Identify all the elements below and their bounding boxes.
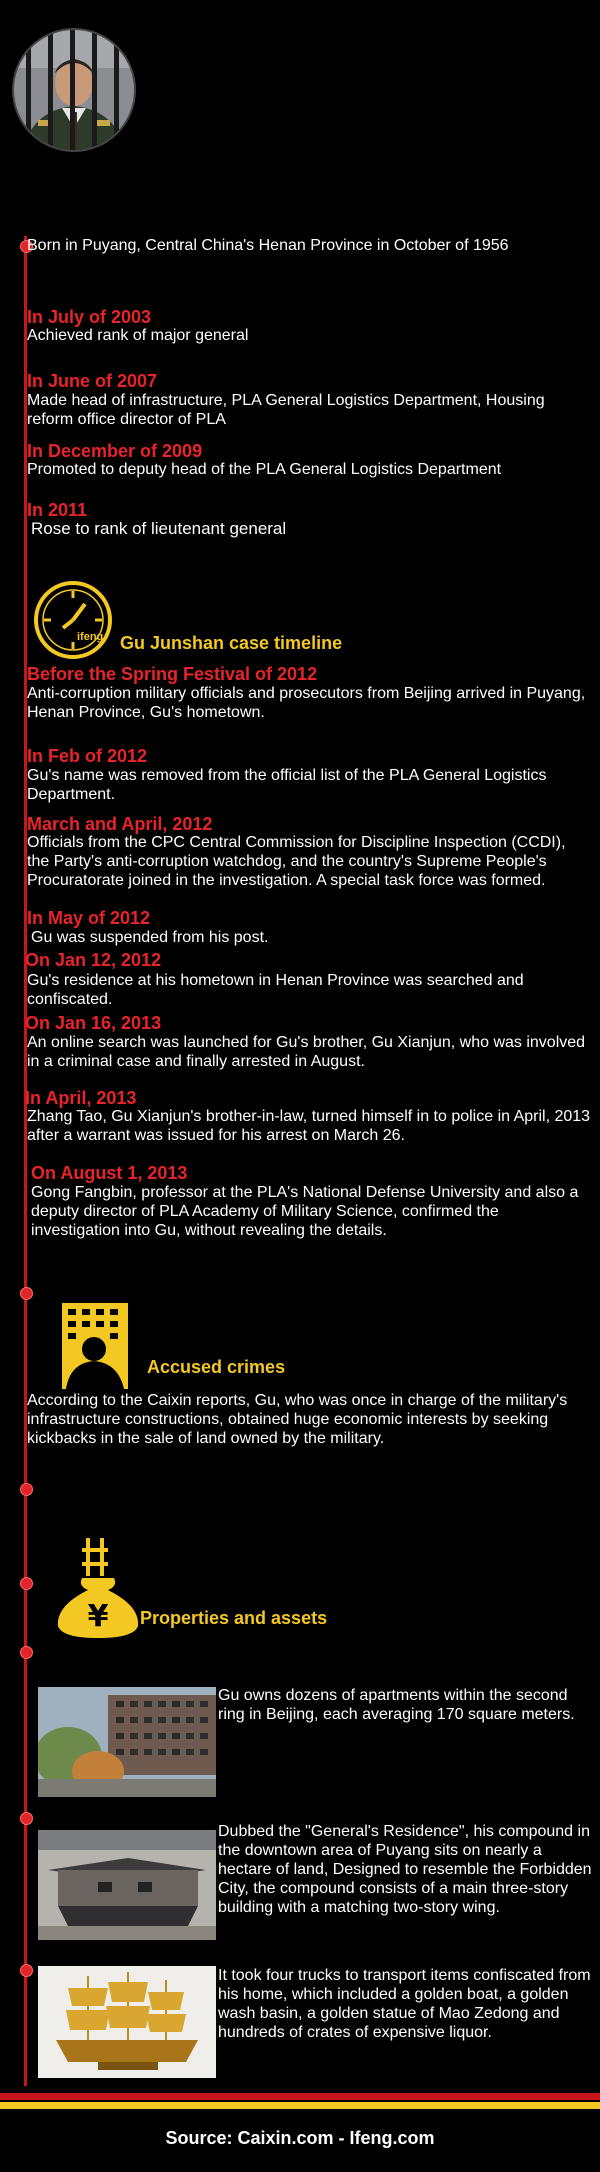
case-text: Gong Fangbin, professor at the PLA's National Defense University and also a deputy director of PLA Academy of Military Science, confirmed the investigation into Gu, without revealing the details. (31, 1184, 579, 1239)
asset-text: Gu owns dozens of apartments within the second ring in Beijing, each averaging 170 square meters. (218, 1687, 575, 1723)
case-text: Gu's name was removed from the official list of the PLA General Logistics Department. (27, 767, 547, 803)
bio-text: Achieved rank of major general (27, 327, 249, 344)
assets-title: Properties and assets (140, 1608, 328, 1628)
case-date: In May of 2012 (27, 908, 151, 928)
bio-text: Made head of infrastructure, PLA General Logistics Department, Housing reform office director of PLA (27, 392, 545, 428)
building-figure-icon (48, 1297, 138, 1389)
timeline-dot (20, 1287, 33, 1300)
bio-text: Rose to rank of lieutenant general (31, 519, 287, 538)
footer-stripe-yellow (0, 2102, 600, 2109)
case-date: On Jan 12, 2012 (25, 950, 162, 970)
asset-photo-compound (38, 1830, 216, 1940)
bio-text: Promoted to deputy head of the PLA General Logistics Department (27, 461, 502, 478)
timeline-dot (20, 1812, 33, 1825)
asset-text: Dubbed the "General's Residence", his compound in the downtown area of Puyang sits on nearly a hectare of land, Designed to resemble the Forbidden City, the compound consists of a main three-story building with a matching two-story wing. (218, 1823, 592, 1916)
bio-date: In July of 2003 (27, 307, 152, 327)
yen-symbol: ¥ (87, 1599, 109, 1634)
case-date: On August 1, 2013 (31, 1163, 188, 1183)
case-text: Zhang Tao, Gu Xianjun's brother-in-law, turned himself in to police in April, 2013 after a warrant was issued for his arrest on March 26. (27, 1108, 591, 1144)
case-text: An online search was launched for Gu's brother, Gu Xianjun, who was involved in a criminal case and finally arrested in August. (27, 1034, 586, 1070)
clock-label: ifeng (77, 631, 104, 643)
timeline-dot (20, 1964, 33, 1977)
case-text: Officials from the CPC Central Commission for Discipline Inspection (CCDI), the Party's anti-corruption watchdog, and the country's Supreme People's Procuratorate joined in the investigation. A special task force was formed. (27, 834, 566, 889)
source-credit: Source: Caixin.com - Ifeng.com (165, 2128, 435, 2148)
timeline-dot (20, 1646, 33, 1659)
case-date: Before the Spring Festival of 2012 (27, 664, 318, 684)
case-text: Gu was suspended from his post. (31, 929, 269, 946)
case-text: Anti-corruption military officials and prosecutors from Beijing arrived in Puyang, Henan Province, Gu's hometown. (27, 685, 586, 721)
portrait-behind-bars (12, 28, 136, 152)
clock-icon (33, 580, 113, 660)
asset-photo-golden-boat (38, 1966, 216, 2078)
crimes-text: According to the Caixin reports, Gu, who was once in charge of the military's infrastructure constructions, obtained huge economic interests by seeking kickbacks in the sale of land owned by the military. (27, 1392, 568, 1447)
timeline-dot (20, 1483, 33, 1496)
money-bag-icon (48, 1530, 148, 1640)
crimes-title: Accused crimes (147, 1357, 286, 1377)
bio-date: In December of 2009 (27, 441, 203, 461)
case-date: On Jan 16, 2013 (25, 1013, 162, 1033)
case-timeline-title: Gu Junshan case timeline (120, 633, 343, 653)
footer-stripe-red (0, 2093, 600, 2100)
case-date: March and April, 2012 (27, 814, 213, 834)
birth-text: Born in Puyang, Central China's Henan Province in October of 1956 (27, 237, 509, 254)
case-date: In April, 2013 (25, 1088, 137, 1108)
bio-date: In June of 2007 (27, 371, 158, 391)
asset-photo-apartments (38, 1687, 216, 1797)
case-text: Gu's residence at his hometown in Henan Province was searched and confiscated. (27, 972, 524, 1008)
bio-date: In 2011 (27, 500, 88, 520)
asset-text: It took four trucks to transport items confiscated from his home, which included a golden boat, a golden wash basin, a golden statue of Mao Zedong and hundreds of crates of expensive liquor. (218, 1967, 591, 2041)
case-date: In Feb of 2012 (27, 746, 148, 766)
timeline-dot (20, 1577, 33, 1590)
